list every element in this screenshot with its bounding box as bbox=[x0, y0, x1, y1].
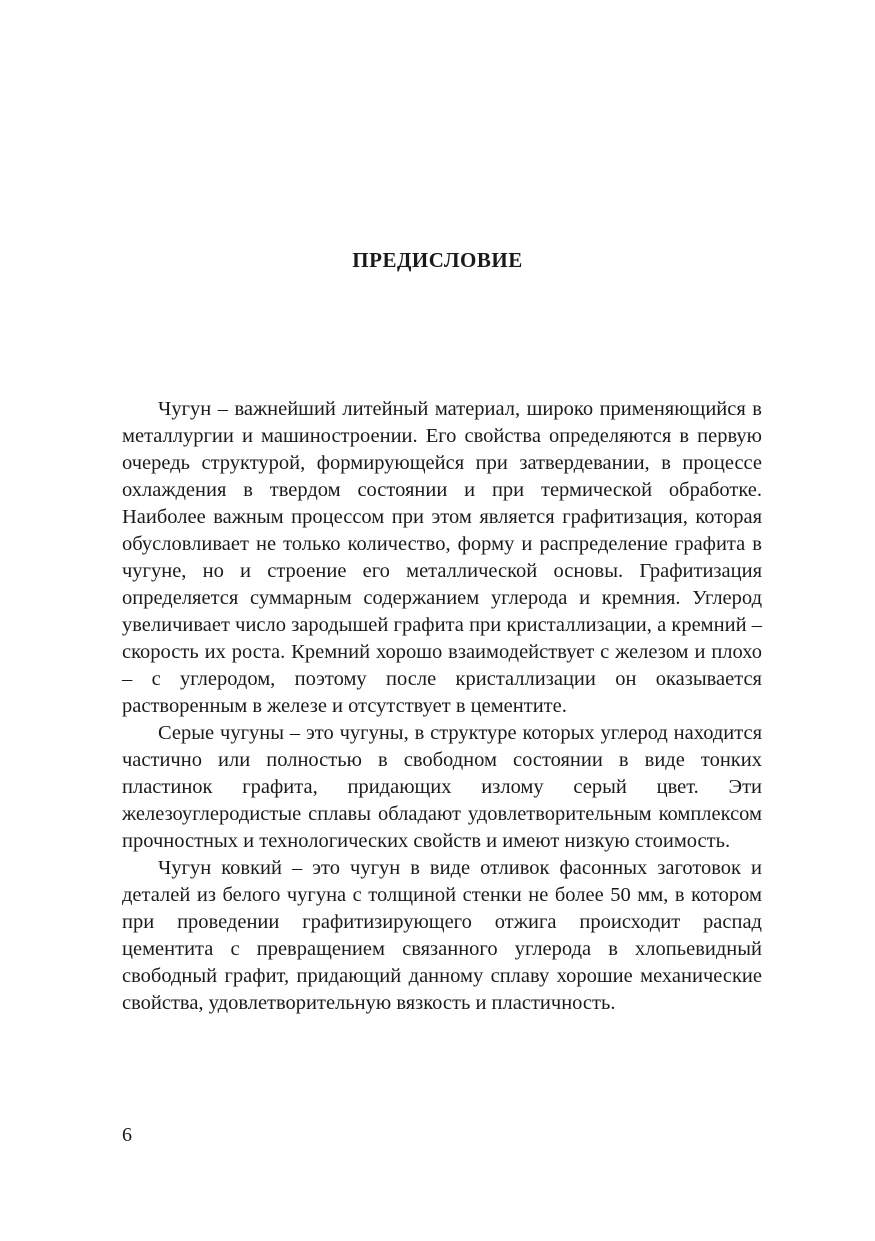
page-title: ПРЕДИСЛОВИЕ bbox=[352, 248, 523, 272]
page-number: 6 bbox=[122, 1124, 132, 1146]
paragraph-2: Серые чугуны – это чугуны, в структуре которых углерод находится частично или полностью в свободном состоянии в виде тонких пластинок графита, придающих излому серый цвет. Эти железоуглеродистые сплавы обладают удовлетворительным комплексом прочностных и технологических свойств и имеют низкую стоимость. bbox=[122, 722, 762, 852]
paragraph-1: Чугун – важнейший литейный материал, широко применяющийся в металлургии и машиностроении. Его свойства определяются в первую очередь структурой, формирующейся при затвердевании, в процессе охлаждения в твердом состоянии и при термической обработке. Наиболее важным процессом при этом является графитизация, которая обусловливает не только количество, форму и распределение графита в чугуне, но и строение его металлической основы. Графитизация определяется суммарным содержанием углерода и кремния. Углерод увеличивает число зародышей графита при кристаллизации, а кремний – скорость их роста. Кремний хорошо взаимодействует с железом и плохо – с углеродом, поэтому после кристаллизации он оказывается растворенным в железе и отсутствует в цементите. bbox=[122, 398, 762, 717]
body-text bbox=[122, 396, 762, 1017]
paragraph-3: Чугун ковкий – это чугун в виде отливок фасонных заготовок и деталей из белого чугуна с толщиной стенки не более 50 мм, в котором при проведении графитизирующего отжига происходит распад цементита с превращением связанного углерода в хлопьевидный свободный графит, придающий данному сплаву хорошие механические свойства, удовлетворительную вязкость и пластичность. bbox=[122, 857, 762, 1014]
